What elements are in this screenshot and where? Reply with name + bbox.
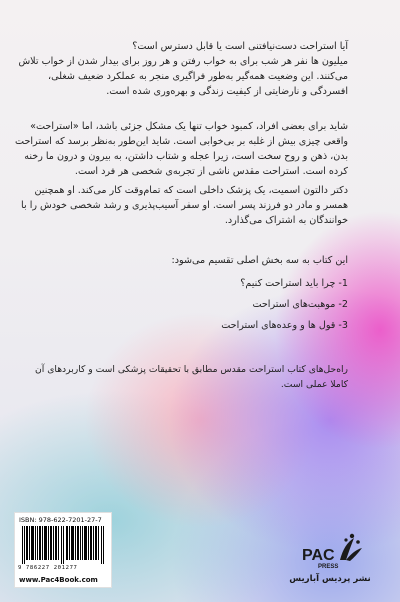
question-line: آیا استراحت دست‌نیافتنی است یا قابل دسترس است؟ (132, 41, 348, 52)
closing-line: راه‌حل‌های کتاب استراحت مقدس مطابق با تحقیقات پزشکی است و کاربردهای آن (34, 364, 348, 375)
parts-intro: این کتاب به سه بخش اصلی تقسیم می‌شود: (171, 255, 348, 266)
logo-subtext: PRESS (318, 564, 339, 570)
tree-icon (340, 534, 362, 561)
isbn-barcode-block (14, 512, 112, 588)
body-line: بدن، ذهن و روح سخت است، زیرا عجله و شتاب داشتن، به بیرون و درون ما رخنه (24, 151, 348, 162)
isbn-number: ISBN: 978-622-7201-27-7 (19, 516, 102, 524)
part-item: 2- موهبت‌های استراحت (252, 299, 348, 310)
barcode-image (21, 526, 105, 564)
body-line: همسر و مادر دو فرزند پسر است. او سفر آسیب‌پذیری و رشد شخصی خودش را با (21, 200, 348, 211)
body-line: کرده است. استراحت مقدس ناشی از تجربه‌ی شخصی هر فرد است. (74, 166, 348, 177)
publisher-name: نشر پردیس آباریس (289, 574, 371, 584)
part-item: 3- قول ها و وعده‌های استراحت (221, 320, 348, 331)
publisher-logo (300, 530, 364, 570)
body-line: دکتر دالتون اسمیت، یک پزشک داخلی است که تمام‌وقت کار می‌کند. او همچنین (34, 185, 348, 196)
body-line: خوانندگان به اشتراک می‌گذارد. (224, 215, 348, 226)
body-line: واقعی چیزی بیش از غلبه بر بی‌خوابی است. شاید این‌طور به‌نظر برسد که استراحت (15, 136, 348, 147)
logo-text: PAC (302, 547, 335, 564)
part-item: 1- چرا باید استراحت کنیم؟ (240, 278, 348, 289)
body-line: افسردگی و نارضایتی از کیفیت زندگی و بهره‌وری شده است. (106, 86, 348, 97)
body-line: می‌کنند. این وضعیت همه‌گیر به‌طور فراگیری منجر به عملکرد ضعیف شغلی، (48, 71, 348, 82)
barcode-digits: 9 786227 201277 (18, 565, 78, 571)
body-line: میلیون ها نفر هر شب برای به خواب رفتن و هر روز برای بیدار شدن از خواب تلاش (18, 56, 348, 67)
website-url: www.Pac4Book.com (19, 576, 98, 584)
closing-line: کاملا عملی است. (280, 379, 348, 390)
body-line: شاید برای بعضی افراد، کمبود خواب تنها یک مشکل جزئی باشد، اما «استراحت» (30, 121, 348, 132)
